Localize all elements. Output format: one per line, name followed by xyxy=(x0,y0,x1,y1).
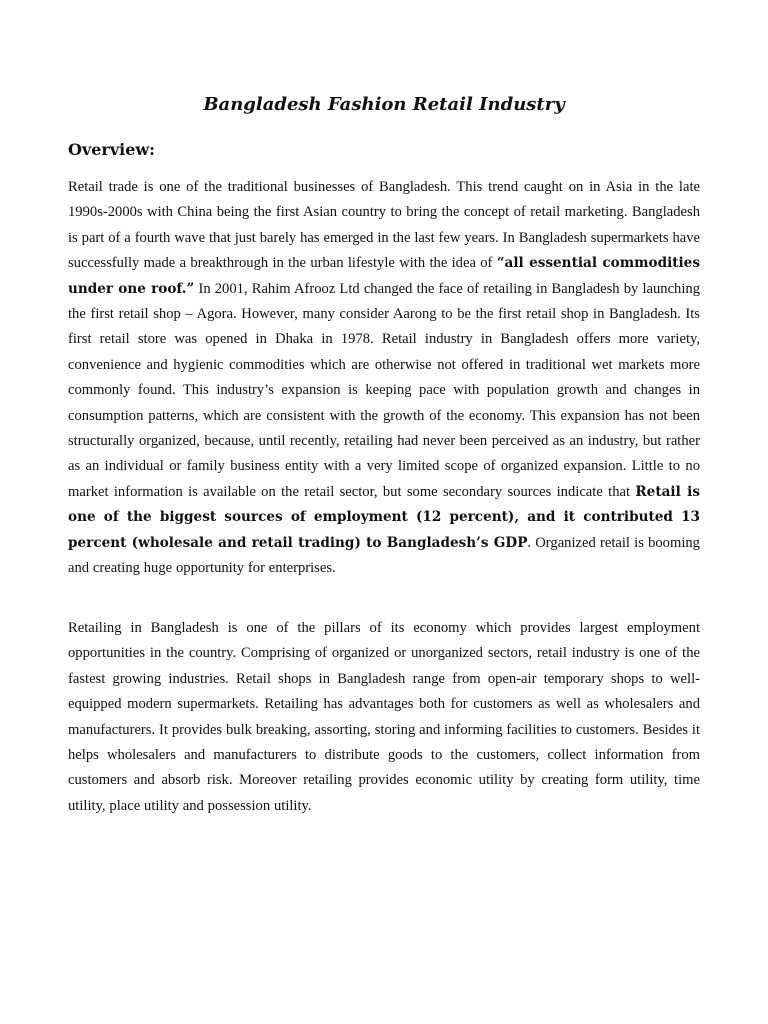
paragraph-1 xyxy=(68,175,700,582)
paragraph-1-text-b: In 2001, Rahim Afrooz Ltd changed the face of retailing in Bangladesh by launching the first retail shop – Agora. However, many consider Aarong to be the first retail shop in Bangladesh. Its first retail store was opened in Dhaka in 1978. Retail industry in Bangladesh offers more variety, convenience and hygienic commodities which are otherwise not offered in traditional wet markets more commonly found. This industry’s expansion is keeping pace with population growth and changes in consumption patterns, which are consistent with the growth of the economy. This expansion has not been structurally organized, because, until recently, retailing had never been perceived as an industry, but rather as an individual or family business entity with a very limited scope of organized expansion. Little to no market information is available on the retail sector, but some secondary sources indicate that xyxy=(68,280,700,500)
section-heading-overview: Overview: xyxy=(68,140,156,159)
document-title: Bangladesh Fashion Retail Industry xyxy=(203,94,565,115)
paragraph-1-text-a: Retail trade is one of the traditional businesses of Bangladesh. This trend caught on in Asia in the late 1990s-2000s with China being the first Asian country to bring the concept of retail marketing. Bangladesh is part of a fourth wave that just barely has emerged in the last few years. In Bangladesh supermarkets have successfully made a breakthrough in the urban lifestyle with the idea of xyxy=(68,179,700,272)
paragraph-2: Retailing in Bangladesh is one of the pillars of its economy which provides largest employment opportunities in the country. Comprising of organized or unorganized sectors, retail industry is one of the fastest growing industries. Retail shops in Bangladesh range from open-air temporary shops to well-equipped modern supermarkets. Retailing has advantages both for customers as well as wholesalers and manufacturers. It provides bulk breaking, assorting, storing and informing facilities to customers. Besides it helps wholesalers and manufacturers to distribute goods to the customers, collect information from customers and absorb risk. Moreover retailing provides economic utility by creating form utility, time utility, place utility and possession utility. xyxy=(68,620,700,814)
paragraph-1-bold-quote: “all essential commodities under one roof.” xyxy=(68,255,700,297)
paragraph-1-text-c: . Organized retail is booming and creating huge opportunity for enterprises. xyxy=(68,534,700,577)
paragraph-1-bold-statistic: Retail is one of the biggest sources of employment (12 percent), and it contributed 13 percent (wholesale and retail trading) to Bangladesh’s GDP xyxy=(68,483,700,551)
